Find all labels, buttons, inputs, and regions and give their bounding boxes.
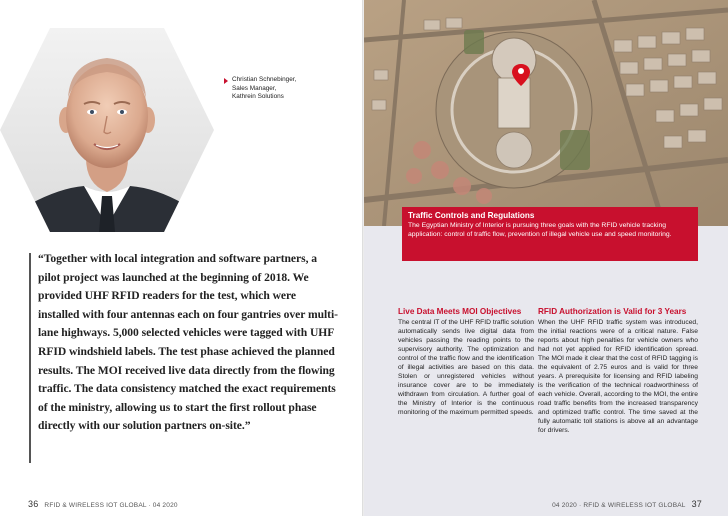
article-column-2 [538, 308, 698, 435]
quote-rule [29, 253, 31, 463]
article-column-1 [398, 308, 534, 417]
caption-role: Sales Manager, [232, 84, 277, 92]
publication-right: 04 2020 · RFID & WIRELESS IOT GLOBAL [552, 502, 686, 509]
page-number-right: 37 [691, 499, 702, 509]
caption-name: Christian Schnebinger, [232, 76, 297, 83]
pull-quote [38, 250, 340, 436]
column-2-heading: RFID Authorization is Valid for 3 Years [538, 307, 687, 316]
left-page [0, 0, 362, 516]
portrait-photo [0, 28, 214, 232]
column-1-heading: Live Data Meets MOI Objectives [398, 307, 522, 316]
image-caption-box [402, 207, 698, 261]
column-1-body: The central IT of the UHF RFID traffic solution automatically sends live digital data from vehicles passing the reading points to the supervisory authority. The optimization and control of the traffic flow and the identification of illegal activities are based on this data. Stolen or unregistered vehicles without insurance cover are to be immediately withdrawn from circulation. A further goal of the Ministry of Interior is the continuous monitoring of the maximum permitted speeds. [398, 318, 534, 417]
right-page [364, 0, 728, 516]
footer-left [28, 499, 178, 509]
pull-quote-text: “Together with local integration and software partners, a pilot project was launched at the beginning of 2018. We provided UHF RFID readers for the test, which were installed with four antennas each on four gantries over multi-lane highways. 5,000 selected vehicles were tagged with UHF RFID windshield labels. The test phase achieved the planned results. The MOI received live data directly from the flowing traffic. The data consistency matched the exact requirements of the ministry, allowing us to start the first rollout phase directly with our solution partners on-site.” [38, 252, 338, 433]
publication-left: RFID & WIRELESS IOT GLOBAL · 04 2020 [44, 502, 178, 509]
column-2-body: When the UHF RFID traffic system was introduced, the initial reactions were of a critical nature. False reports about high penalties for vehicle owners who had not yet applied for RFID identification spread. The MOI made it clear that the cost of RFID tagging is the equivalent of 2.75 euros and is valid for three years. A prerequisite for licensing and RFID labeling is the verification of the technical roadworthiness of each vehicle. Overall, according to the MOI, the entire road traffic benefits from the increased transparency and optimized traffic control. The time saved at the fully automatic toll stations is above all an advantage for drivers. [538, 318, 698, 435]
image-caption-body: The Egyptian Ministry of Interior is pursuing three goals with the RFID vehicle tracking application: control of traffic flow, prevention of illegal vehicle use and speed monitoring. [408, 222, 672, 239]
page-number-left: 36 [28, 499, 39, 509]
image-caption-title: Traffic Controls and Regulations [408, 211, 535, 220]
portrait-caption [226, 76, 346, 102]
aerial-satellite-image [364, 0, 728, 226]
caption-company: Kathrein Solutions [232, 93, 284, 101]
footer-right [552, 499, 702, 509]
